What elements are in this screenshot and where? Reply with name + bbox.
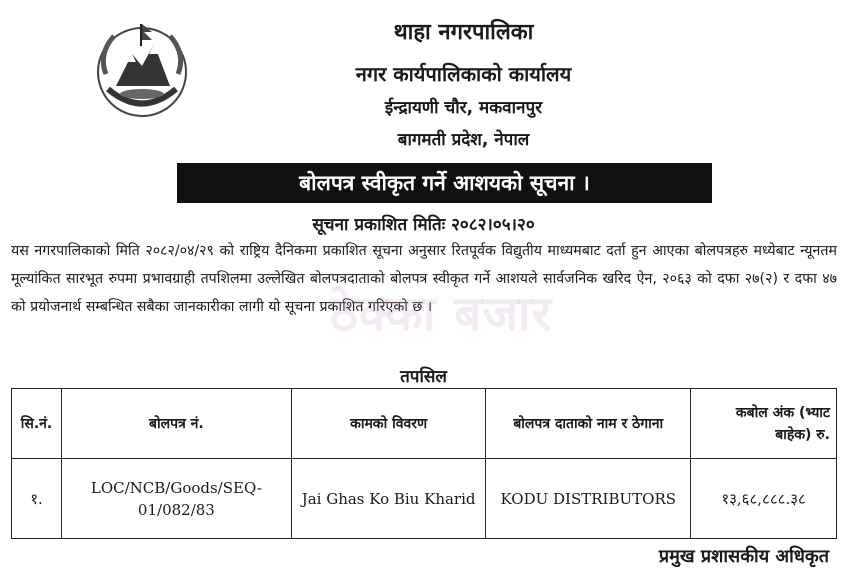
office-address: ईन्द्रायणी चौर, मकवानपुर xyxy=(384,98,543,118)
office-name: थाहा नगरपालिका xyxy=(393,20,534,45)
cell-bidder: KODU DISTRIBUTORS xyxy=(486,459,691,539)
col-work: कामको विवरण xyxy=(291,389,486,459)
col-amount: कबोल अंक (भ्याट बाहेक) रु. xyxy=(691,389,837,459)
cell-bid-no: LOC/NCB/Goods/SEQ-01/082/83 xyxy=(61,459,291,539)
notice-body: यस नगरपालिकाको मिति २०८२/०४/२९ को राष्ट्रिय दैनिकमा प्रकाशित सूचना अनुसार रितपूर्वक विद्युतीय माध्यमबाट दर्ता हुन आएका बोलपत्रहरु मध्येबाट न्यूनतम मूल्यांकित सारभूत रुपमा प्रभावग्राही तपशिलमा उल्लेखित बोलपत्रदाताको बोलपत्र स्वीकृत गर्ने आशयले सार्वजनिक खरिद ऐन, २०६३ को दफा २७(२) र दफा ४७ को प्रयोजनार्थ सम्बन्धित सबैका जानकारीका लागी यो सूचना प्रकाशित गरिएको छ । xyxy=(11,243,837,315)
watermark: ठेक्का बजार xyxy=(330,286,553,342)
table-header-row xyxy=(12,389,837,459)
signatory: प्रमुख प्रशासकीय अधिकृत xyxy=(658,546,829,567)
col-bidder: बोलपत्र दाताको नाम र ठेगाना xyxy=(486,389,691,459)
notice-title: बोलपत्र स्वीकृत गर्ने आशयको सूचना । xyxy=(177,163,712,203)
col-bid-no: बोलपत्र नं. xyxy=(61,389,291,459)
table-heading: तपसिल xyxy=(400,367,447,387)
cell-serial: १. xyxy=(12,459,62,539)
cell-work: Jai Ghas Ko Biu Kharid xyxy=(291,459,486,539)
office-unit: नगर कार्यपालिकाको कार्यालय xyxy=(355,62,572,86)
published-date: सूचना प्रकाशित मितिः २०८२।०५।२० xyxy=(312,215,535,235)
table-row xyxy=(12,459,837,539)
cell-amount: १३,६८,८८८.३८ xyxy=(691,459,837,539)
bid-table xyxy=(11,388,837,539)
office-province: बागमती प्रदेश, नेपाल xyxy=(397,130,530,150)
col-serial: सि.नं. xyxy=(12,389,62,459)
